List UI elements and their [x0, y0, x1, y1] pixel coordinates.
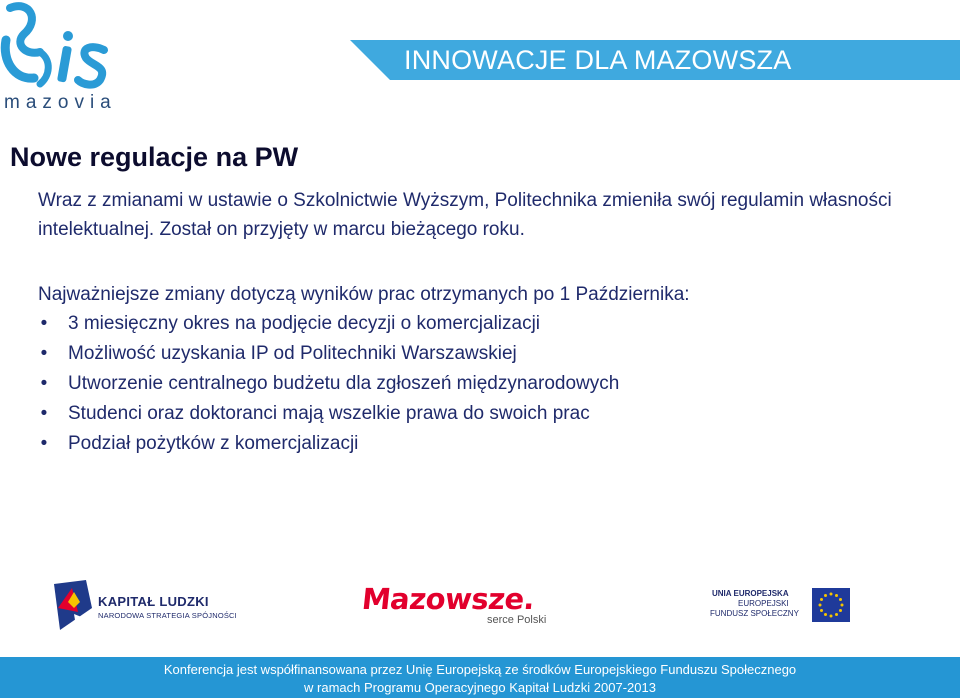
bullet-icon: •	[40, 403, 48, 424]
lead-paragraph: Najważniejsze zmiany dotyczą wyników prac otrzymanych po 1 Października:	[38, 284, 690, 305]
slide-title: Nowe regulacje na PW	[10, 142, 299, 172]
kapital-ludzki-subtitle: NARODOWA STRATEGIA SPÓJNOŚCI	[98, 611, 237, 620]
eu-title: UNIA EUROPEJSKA	[712, 589, 789, 598]
list-item-text: Utworzenie centralnego budżetu dla zgłoszeń międzynarodowych	[68, 373, 620, 394]
kapital-ludzki-emblem-icon	[52, 578, 96, 632]
bullet-icon: •	[40, 433, 48, 454]
banner-title: INNOWACJE DLA MAZOWSZA	[404, 45, 792, 75]
logo-subtitle: mazovia	[4, 92, 117, 113]
list-item-text: Podział pożytków z komercjalizacji	[68, 433, 359, 454]
kapital-ludzki-text	[98, 594, 237, 620]
mazowsze-subtitle: serce Polski	[487, 614, 547, 626]
eu-flag-icon	[812, 588, 850, 622]
bullet-icon: •	[40, 373, 48, 394]
footer-line-1: Konferencja jest współfinansowana przez Unię Europejską ze środków Europejskiego Funduszu Społecznego	[163, 662, 797, 677]
footer-bar	[0, 657, 960, 698]
list-item	[38, 339, 619, 369]
list-item	[38, 399, 619, 429]
intro-paragraph: Wraz z zmianami w ustawie o Szkolnictwie Wyższym, Politechnika zmieniła swój regulamin własności intelektualnej. Został on przyjęty w marcu bieżącego roku.	[38, 190, 892, 240]
kapital-ludzki-title: KAPITAŁ LUDZKI	[98, 594, 209, 609]
eu-line-europejski: EUROPEJSKI	[738, 599, 789, 608]
list-item-text: 3 miesięczny okres na podjęcie decyzji o komercjalizacji	[68, 313, 541, 334]
footer-line-2: w ramach Programu Operacyjnego Kapitał Ludzki 2007-2013	[304, 680, 656, 695]
list-item	[38, 429, 619, 459]
mazowsze-logo: Mazowsze.	[360, 582, 537, 616]
list-item	[38, 309, 619, 339]
list-item-text: Możliwość uzyskania IP od Politechniki Warszawskiej	[68, 343, 517, 364]
list-item	[38, 369, 619, 399]
list-item-text: Studenci oraz doktoranci mają wszelkie prawa do swoich prac	[68, 403, 590, 424]
bullet-list	[38, 309, 619, 459]
eu-line-fundusz: FUNDUSZ SPOŁECZNY	[710, 609, 799, 618]
ris-logo-graphic	[0, 0, 130, 100]
bullet-icon: •	[40, 313, 48, 334]
ris-mazovia-logo	[0, 0, 130, 115]
bullet-icon: •	[40, 343, 48, 364]
